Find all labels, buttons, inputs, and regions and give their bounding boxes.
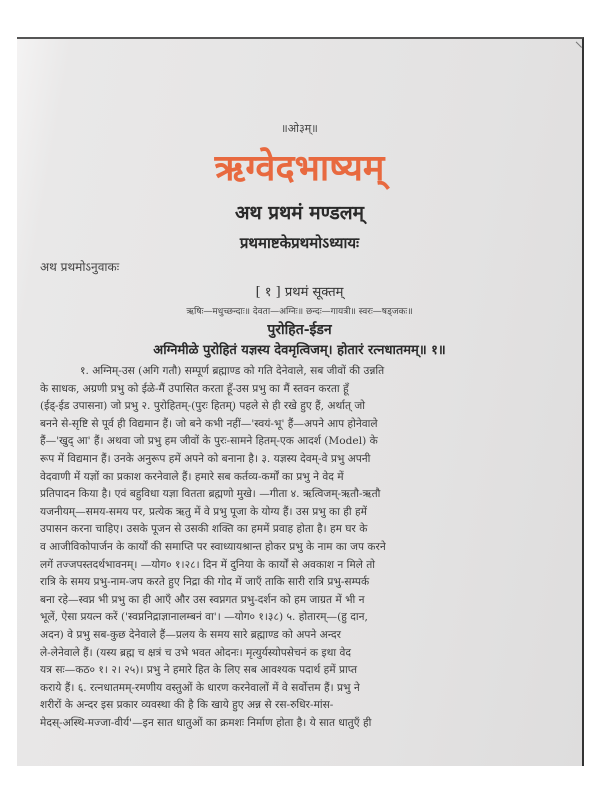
commentary-line: ले-लेनेवाले हैं। (यस्य ब्रह्म च क्षत्रं च उभे भवत ओदनः। मृत्युर्यस्योपसेचनं क इथा वेद <box>40 646 352 659</box>
anuvak-heading: अथ प्रथमोऽनुवाकः <box>40 260 120 274</box>
commentary-line: १. अग्निम्-उस (अगि गतौ) सम्पूर्ण ब्रह्माण्ड को गति देनेवाले, सब जीवों की उन्नति <box>80 365 385 377</box>
mandal-heading: अथ प्रथमं मण्डलम् <box>235 202 364 224</box>
commentary-line: प्रतिपादन किया है। एवं बहुविधा यज्ञा वितता ब्रह्मणो मुखे। —गीता ४. ऋत्विजम्-ऋतौ-ऋतौ <box>40 488 381 501</box>
commentary-line: भूलें, ऐसा प्रयत्न करें ('स्वप्ननिद्राज्ञानालम्बनं वा'। —योग० १।३८) ५. होतारम्—(हु दान, <box>40 611 368 624</box>
commentary-line: मेदस्-अस्थि-मज्जा-वीर्य'—इन सात धातुओं का क्रमशः निर्माण होता है। ये सात धातुएँ ही <box>40 716 372 729</box>
book-title: ऋग्वेदभाष्यम् <box>214 147 385 189</box>
commentary-line: हैं—'खुद् आ' हैं। अथवा जो प्रभु हम जीवों के पुरः-सामने हितम्-एक आदर्श (Model) के <box>40 435 378 448</box>
commentary-line: कराये हैं। ६. रत्नधातमम्-रमणीय वस्तुओं के धारण करनेवालों में वे सर्वोत्तम हैं। प्रभु ने <box>40 681 360 694</box>
mantra-subject: पुरोहित-ईडन <box>267 322 332 338</box>
commentary-line: रात्रि के समय प्रभु-नाम-जप करते हुए निद्रा की गोद में जाएँ ताकि सारी रात्रि प्रभु-सम्पर्क <box>40 576 370 589</box>
commentary <box>40 363 570 732</box>
commentary-line: बनने से-सृष्टि से पूर्व ही विद्यमान हैं। जो बने कभी नहीं—'स्वयं-भू' हैं—अपने आप होनेवाले <box>40 417 378 430</box>
commentary-line: लगें तज्जपस्तदर्थभावनम्। —योग० १।२८। दिन में दुनिया के कार्यों से अवकाश न मिले तो <box>40 558 376 571</box>
commentary-line: बना रहे—स्वप्न भी प्रभु का ही आएँ और उस स्वप्नगत प्रभु-दर्शन को हम जाग्रत में भी न <box>40 593 365 606</box>
commentary-line: यत्र सः—कठ० १। २। २५)। प्रभु ने हमारे हित के लिए सब आवश्यक पदार्थ हमें प्राप्त <box>40 664 358 677</box>
mantra-verse: अग्निमीळे पुरोहितं यज्ञस्य देवमृत्विजम्। होतारं रत्नधातमम्॥ १॥ <box>153 343 446 358</box>
adhyay-heading: प्रथमाष्टकेप्रथमोऽध्यायः <box>239 234 360 252</box>
sukta-heading: [ १ ] प्रथमं सूक्तम् <box>255 285 344 300</box>
commentary-line: (ईड्-ईड उपासना) जो प्रभु २. पुरोहितम्-(पुरः हितम्) पहले से ही रखे हुए हैं, अर्थात् जो <box>40 400 366 413</box>
commentary-line: शरीरों के अन्दर इस प्रकार व्यवस्था की है कि खाये हुए अन्न से रस-रुधिर-मांस- <box>40 699 334 712</box>
commentary-line: उपासन करना चाहिए। उसके पूजन से उसकी शक्ति का हममें प्रवाह होता है। हम घर के <box>40 523 368 536</box>
commentary-line: के साधक, अग्रणी प्रभु को ईळे-मैं उपासित करता हूँ-उस प्रभु का मैं स्तवन करता हूँ <box>40 382 349 395</box>
commentary-line: वेदवाणी में यज्ञों का प्रकाश करनेवाले हैं। हमारे सब कर्तव्य-कर्मों का प्रभु ने वेद में <box>40 470 344 483</box>
page-corner-fold <box>570 41 582 53</box>
commentary-line: व आजीविकोपार्जन के कार्यों की समाप्ति पर स्वाध्यायश्रान्त होकर प्रभु के नाम का जप करने <box>40 540 386 553</box>
invocation-om: ॥ओ३म्॥ <box>281 122 318 135</box>
sukta-meta: ऋषिः—मधुच्छन्दाः॥ देवता—अग्निः॥ छन्दः—गायत्री॥ स्वरः—षड्जकः॥ <box>186 307 413 317</box>
commentary-line: रूप में विद्यमान हैं। उनके अनुरूप हमें अपने को बनाना है। ३. यज्ञस्य देवम्-वे प्रभु अपनी <box>40 452 371 465</box>
commentary-line: यजनीयम्—समय-समय पर, प्रत्येक ऋतु में वे प्रभु पूजा के योग्य हैं। उस प्रभु का ही हमें <box>40 505 368 518</box>
book-page <box>17 37 584 766</box>
commentary-line: अदन) वे प्रभु सब-कुछ देनेवाले हैं—प्रलय के समय सारे ब्रह्माण्ड को अपने अन्दर <box>40 628 341 641</box>
